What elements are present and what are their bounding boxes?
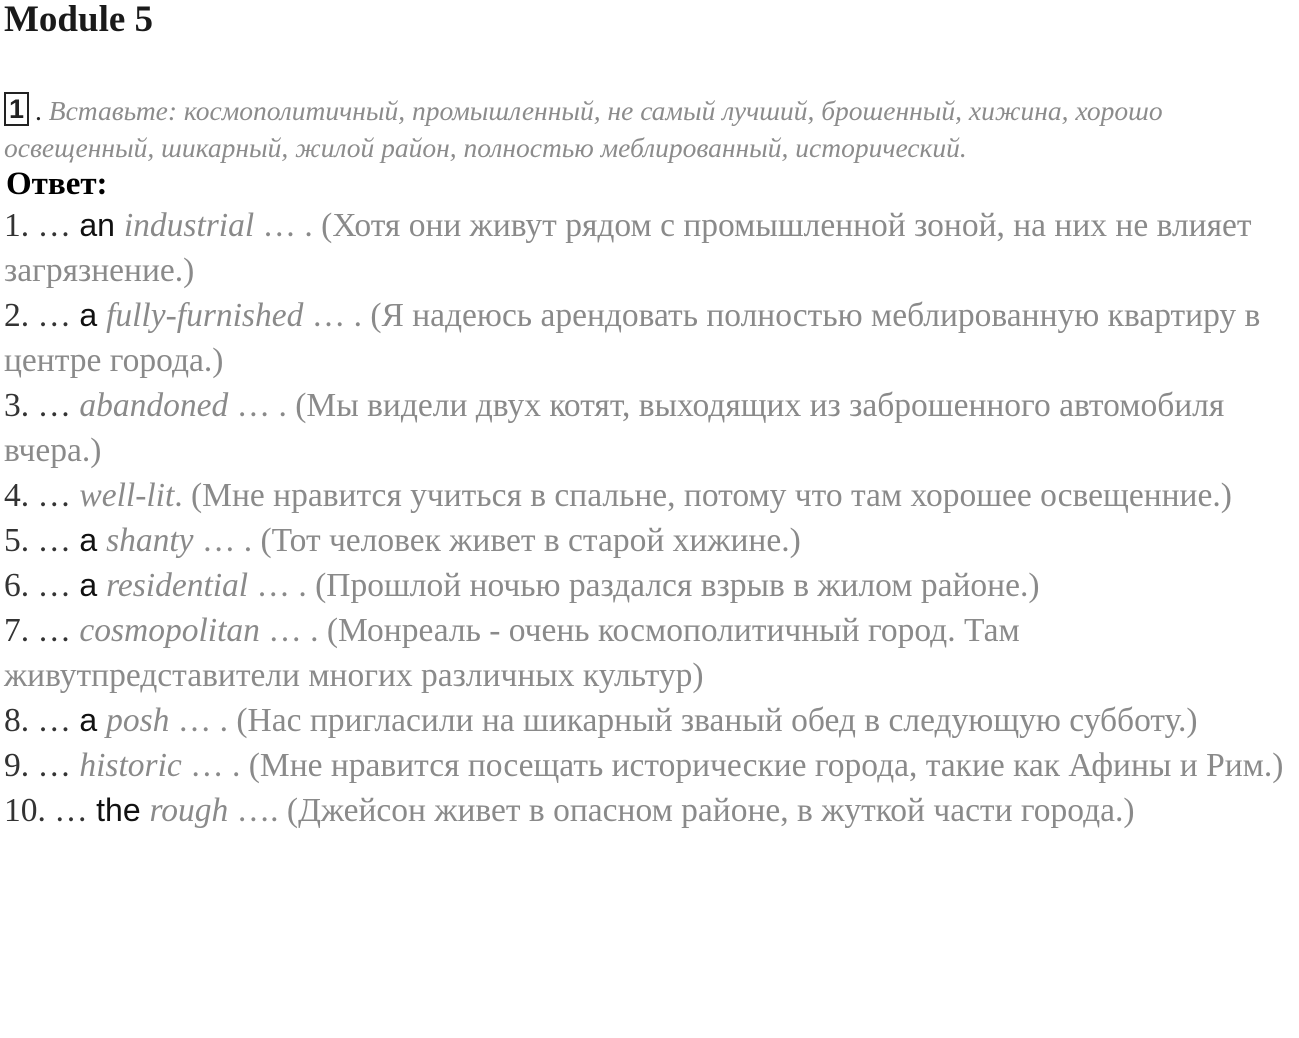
answer-word: abandoned: [79, 387, 229, 424]
answer-article: a: [79, 702, 107, 738]
task-number-box: 1: [4, 92, 29, 126]
answer-word: industrial: [123, 207, 255, 244]
answer-item: [4, 293, 1296, 383]
answer-translation: …. (Джейсон живет в опасном районе, в жуткой части города.): [228, 792, 1135, 829]
answer-number: 1. …: [4, 207, 80, 244]
answer-word: shanty: [106, 522, 194, 559]
answer-word: well-lit: [79, 477, 175, 514]
task-instruction-text: Вставьте: космополитичный, промышленный, не самый лучший, брошенный, хижина, хорошо освещенный, шикарный, жилой район, полностью меблированный, исторический.: [4, 95, 1163, 163]
answer-word: posh: [106, 702, 170, 739]
answer-number: 7. …: [4, 612, 80, 649]
answer-word: fully-furnished: [106, 297, 304, 334]
answer-article: a: [79, 297, 107, 333]
answer-article: the: [96, 792, 150, 828]
answer-article: an: [79, 207, 124, 243]
answer-number: 8. …: [4, 702, 80, 739]
answer-item: [4, 608, 1296, 698]
answer-word: cosmopolitan: [79, 612, 260, 649]
answer-number: 5. …: [4, 522, 80, 559]
answer-translation: … . (Хотя они живут рядом с промышленной зоной, на них не влияет загрязнение.): [4, 207, 1252, 289]
answer-article: a: [79, 522, 107, 558]
task-number-dot: .: [35, 95, 42, 126]
answer-number: 4. …: [4, 477, 80, 514]
task-instruction-block: [4, 92, 1296, 166]
answer-number: 10. …: [4, 792, 97, 829]
document-page: [4, 0, 1296, 833]
answer-translation: … . (Прошлой ночью раздался взрыв в жилом районе.): [248, 567, 1040, 604]
answer-number: 3. …: [4, 387, 80, 424]
answer-translation: … . (Мне нравится посещать исторические города, такие как Афины и Рим.): [181, 747, 1284, 784]
answer-translation: . (Мне нравится учиться в спальне, потому что там хорошее освещенние.): [174, 477, 1232, 514]
answer-word: residential: [106, 567, 249, 604]
answer-number: 2. …: [4, 297, 80, 334]
answer-item: [4, 383, 1296, 473]
answer-number: 6. …: [4, 567, 80, 604]
answer-item: [4, 473, 1296, 518]
answer-item: [4, 563, 1296, 608]
answer-item: [4, 788, 1296, 833]
module-title: Module 5: [4, 0, 154, 40]
answer-translation: … . (Я надеюсь арендовать полностью меблированную квартиру в центре города.): [4, 297, 1261, 379]
answer-translation: … . (Мы видели двух котят, выходящих из заброшенного автомобиля вчера.): [4, 387, 1225, 469]
answer-item: [4, 698, 1296, 743]
answer-item: [4, 743, 1296, 788]
answer-word: historic: [79, 747, 182, 784]
answer-article: a: [79, 567, 107, 603]
answer-translation: … . (Нас пригласили на шикарный званый обед в следующую субботу.): [169, 702, 1198, 739]
answer-label: Ответ:: [6, 166, 108, 202]
answer-translation: … . (Тот человек живет в старой хижине.): [193, 522, 801, 559]
answer-number: 9. …: [4, 747, 80, 784]
answer-item: [4, 203, 1296, 293]
answer-item: [4, 518, 1296, 563]
answer-word: rough: [149, 792, 229, 829]
answer-translation: … . (Монреаль - очень космополитичный город. Там живутпредставители многих различных культур): [4, 612, 1020, 694]
answer-list: [4, 203, 1296, 833]
